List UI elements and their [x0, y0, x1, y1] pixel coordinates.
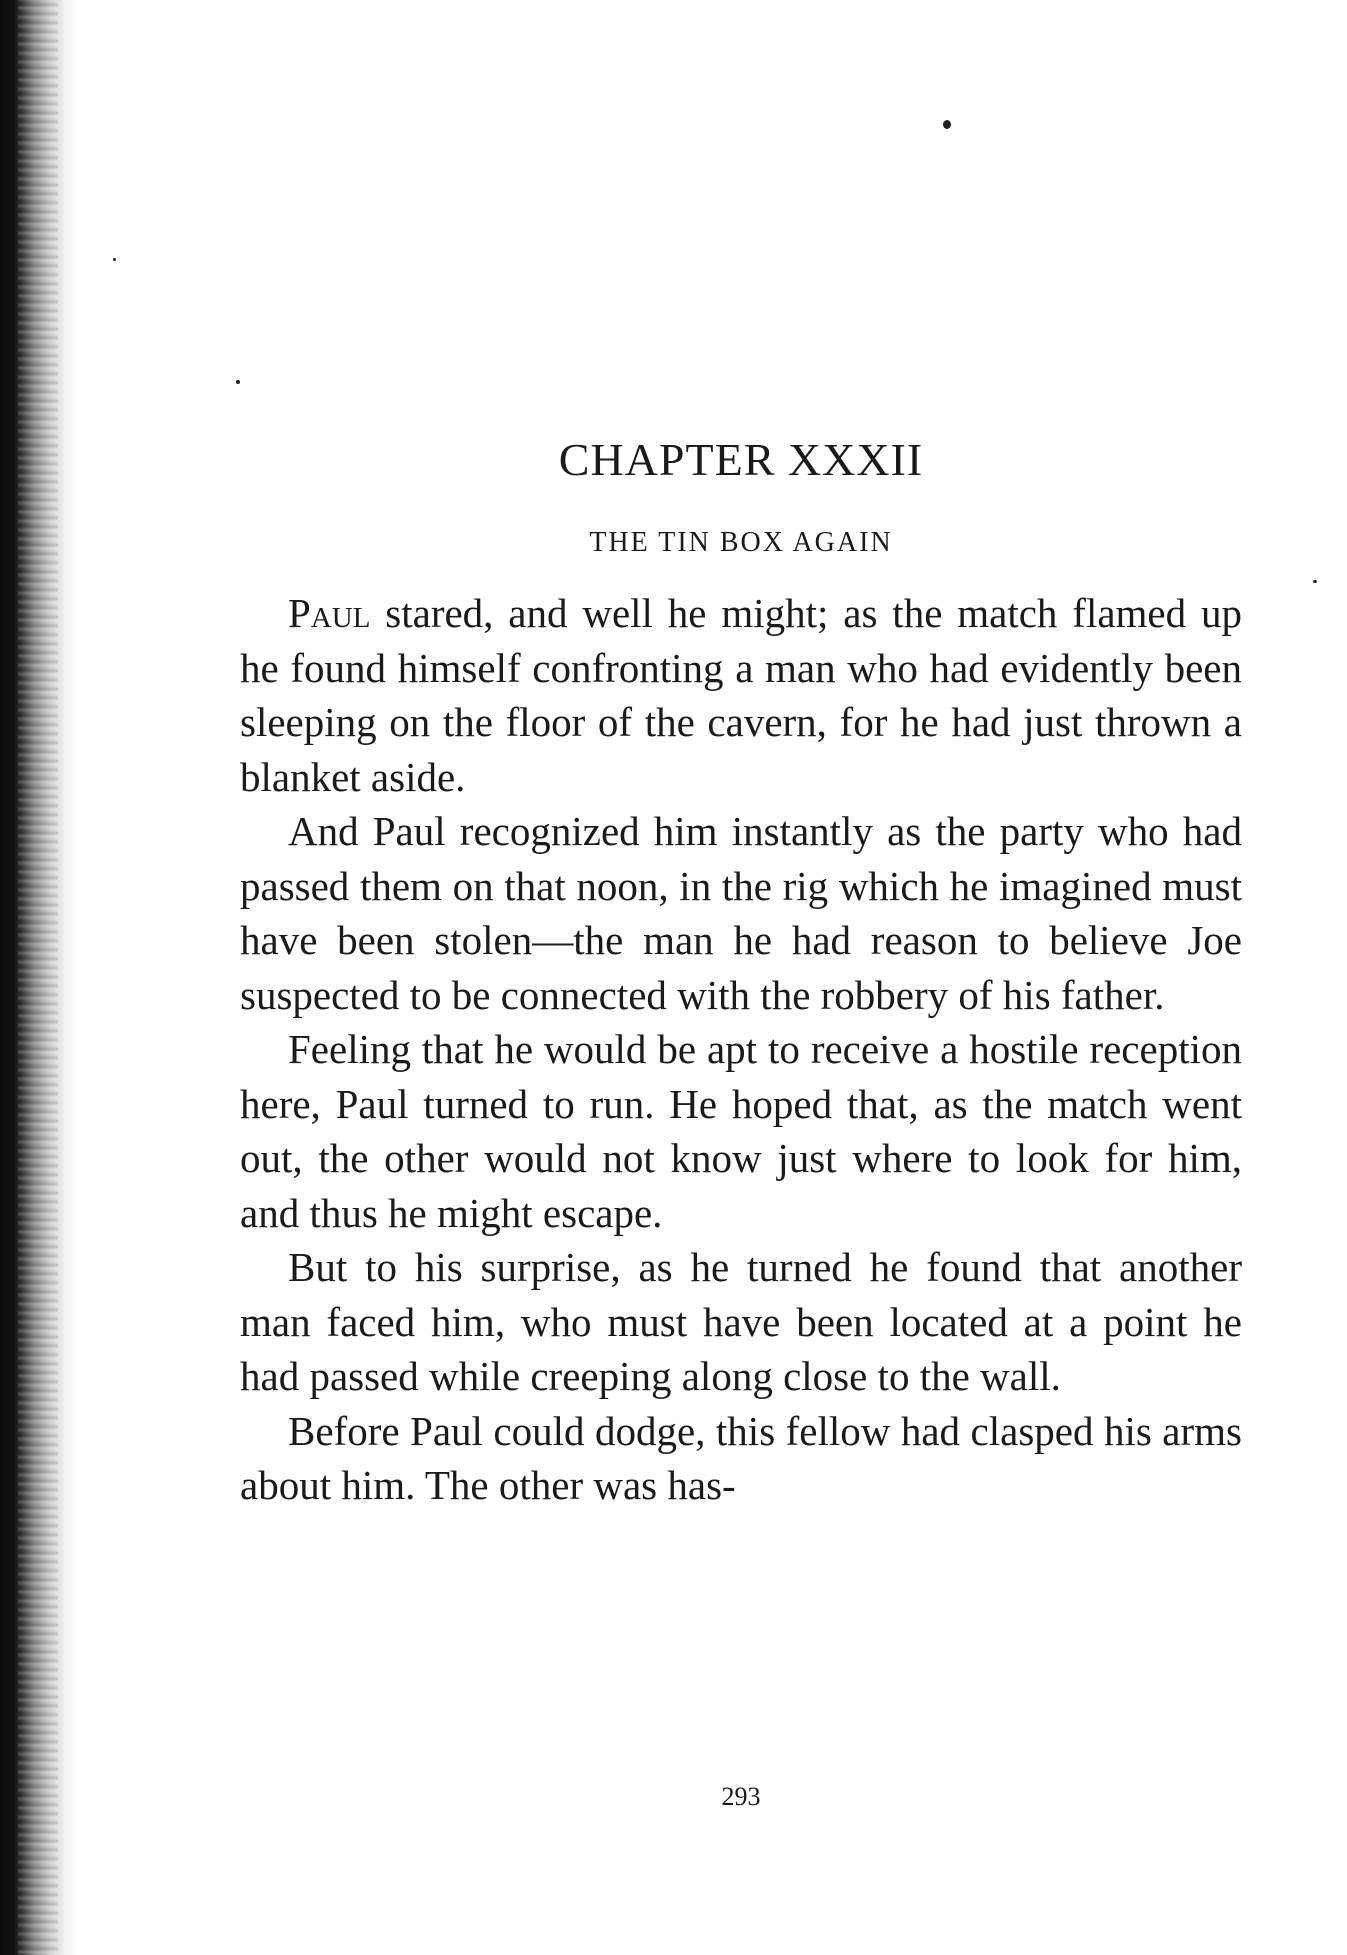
paragraph-3 [240, 1022, 1242, 1240]
paragraph-lead-word: Paul [288, 590, 371, 636]
paragraph-text: stared, and well he might; as the match flamed up he found himself confronting a man who had evidently been sleeping on the floor of the cavern, for he had just thrown a blanket aside. [240, 590, 1242, 800]
paragraph-5 [240, 1404, 1242, 1513]
paragraph-2 [240, 804, 1242, 1022]
paragraph-text: Before Paul could dodge, this fellow had clasped his arms about him. The other was has- [240, 1407, 1242, 1508]
paragraph-text: But to his surprise, as he turned he found that another man faced him, who must have been located at a point he had passed while creeping along close to the wall. [240, 1244, 1242, 1399]
ink-speck [236, 380, 240, 384]
paragraph-1 [240, 586, 1242, 804]
ink-speck [113, 258, 116, 261]
paragraph-text: And Paul recognized him instantly as the party who had passed them on that noon, in the rig which he imagined must have been stolen—the man he had reason to believe Joe suspected to be connected with the robbery of his father. [240, 808, 1242, 1018]
ink-speck [943, 120, 951, 129]
ink-speck [1313, 580, 1317, 583]
chapter-title: CHAPTER XXXII [558, 434, 924, 485]
paragraph-4 [240, 1240, 1242, 1404]
page-number: 293 [721, 1782, 761, 1811]
book-page [240, 420, 1242, 1811]
chapter-subtitle: THE TIN BOX AGAIN [589, 527, 893, 558]
paragraph-text: Feeling that he would be apt to receive a hostile reception here, Paul turned to run. He hoped that, as the match went out, the other would not know just where to look for him, and thus he might escape. [240, 1026, 1242, 1236]
book-binding-shadow [0, 0, 78, 1955]
